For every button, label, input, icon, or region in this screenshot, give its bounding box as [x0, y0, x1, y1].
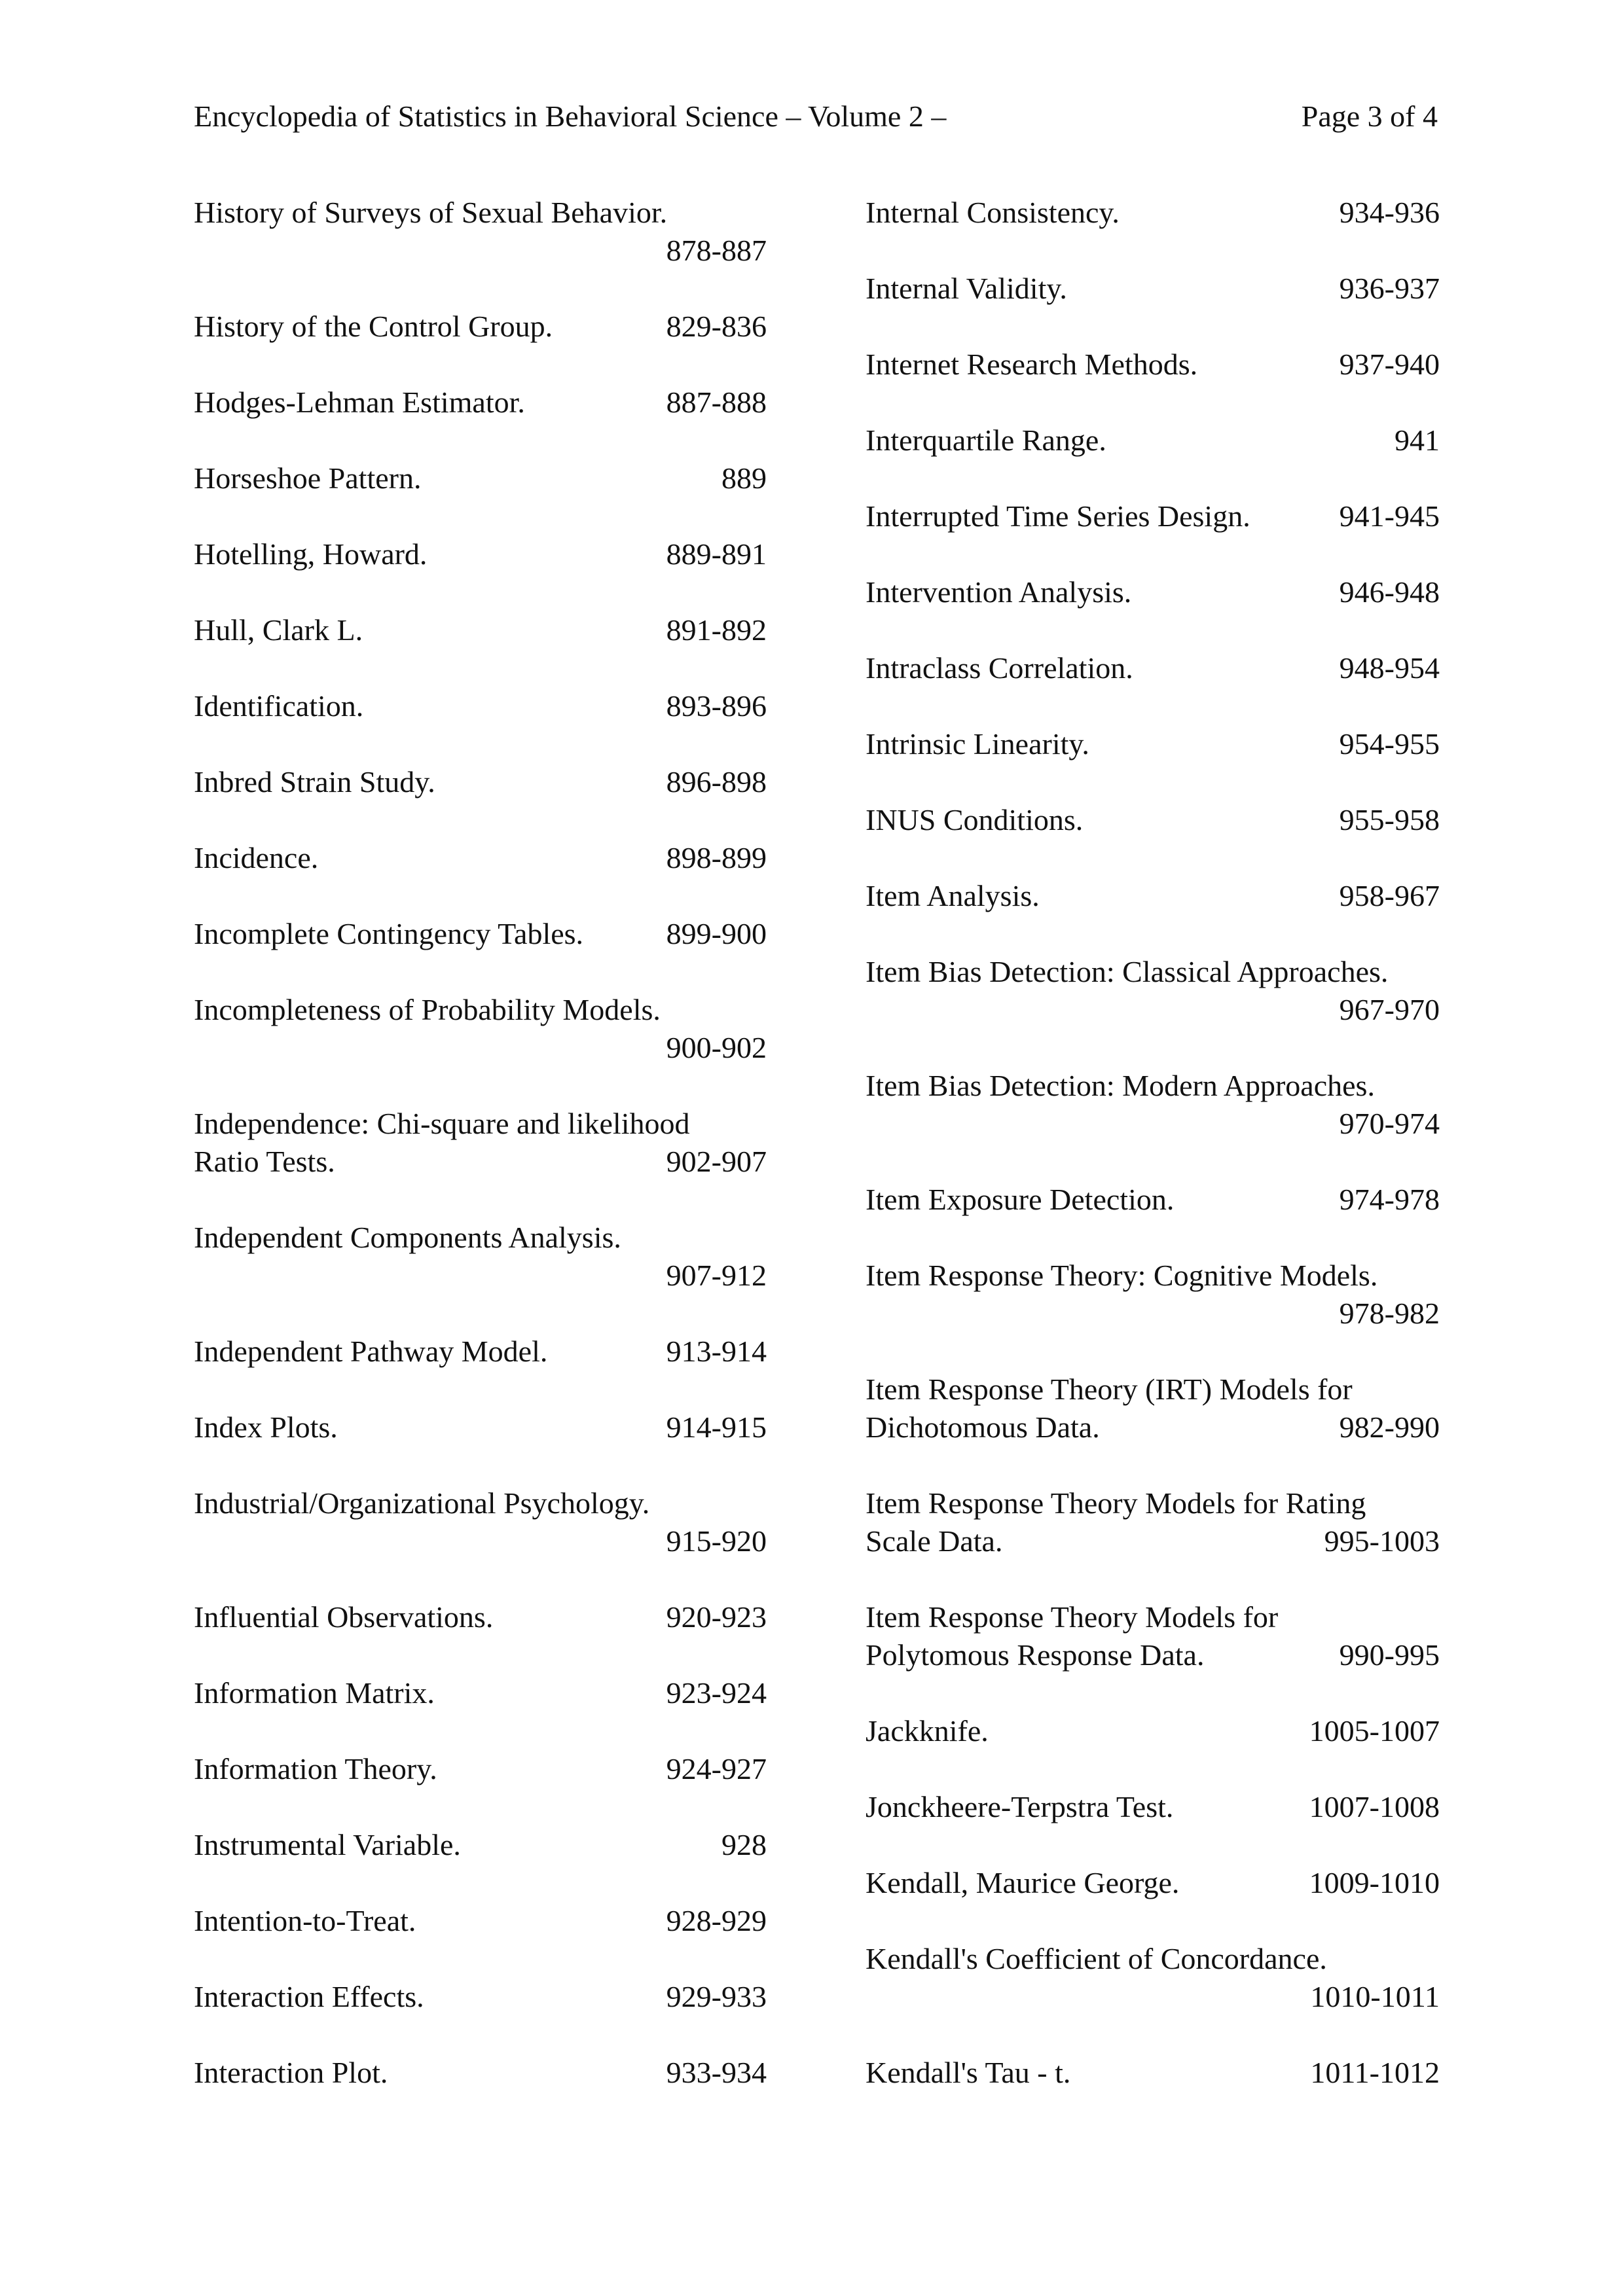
document-title: Encyclopedia of Statistics in Behavioral Science – Volume 2 – — [194, 99, 947, 133]
index-entry — [194, 1484, 767, 1560]
page-number: Page 3 of 4 — [1301, 99, 1438, 133]
entry-pages: 941-945 — [1339, 499, 1440, 533]
entry-pages: 974-978 — [1339, 1183, 1440, 1216]
index-entry — [194, 1598, 767, 1636]
entry-pages: 891-892 — [666, 613, 767, 647]
entry-term: INUS Conditions. — [866, 803, 1084, 836]
index-entry — [866, 877, 1440, 915]
index-entry — [866, 953, 1440, 1029]
entry-term-continued: Dichotomous Data. — [866, 1410, 1100, 1444]
entry-pages: 893-896 — [666, 689, 767, 723]
entry-pages: 920-923 — [666, 1600, 767, 1634]
entry-pages: 1007-1008 — [1309, 1790, 1440, 1823]
entry-term: Intrinsic Linearity. — [866, 727, 1089, 761]
entry-term: Item Response Theory Models for Rating — [866, 1486, 1366, 1520]
entry-term: History of Surveys of Sexual Behavior. — [194, 196, 668, 229]
index-entry — [866, 1181, 1440, 1219]
index-entry — [194, 687, 767, 725]
entry-pages: 1009-1010 — [1309, 1866, 1440, 1899]
index-entry — [866, 346, 1440, 384]
entry-term: Independence: Chi-square and likelihood — [194, 1107, 690, 1140]
entry-term: Information Theory. — [194, 1752, 437, 1785]
entry-pages: 899-900 — [666, 917, 767, 950]
entry-term-continued: Scale Data. — [866, 1524, 1003, 1558]
entry-pages: 1005-1007 — [1309, 1714, 1440, 1748]
entry-term: Jonckheere-Terpstra Test. — [866, 1790, 1174, 1823]
entry-term: Item Response Theory Models for — [866, 1600, 1279, 1634]
entry-pages: 913-914 — [666, 1335, 767, 1368]
index-entry — [194, 535, 767, 573]
entry-term: Independent Pathway Model. — [194, 1335, 548, 1368]
index-entry — [866, 573, 1440, 611]
entry-term-continued: Polytomous Response Data. — [866, 1638, 1205, 1672]
index-entry — [866, 270, 1440, 308]
entry-term: Kendall's Tau - t. — [866, 2056, 1071, 2089]
entry-term: Jackknife. — [866, 1714, 989, 1748]
entry-term: Incomplete Contingency Tables. — [194, 917, 584, 950]
index-entry — [194, 1219, 767, 1295]
entry-term: Item Exposure Detection. — [866, 1183, 1175, 1216]
entry-term: Influential Observations. — [194, 1600, 494, 1634]
entry-term: Item Analysis. — [866, 879, 1040, 912]
entry-term: Hodges-Lehman Estimator. — [194, 386, 525, 419]
entry-pages: 889-891 — [666, 537, 767, 571]
index-entry — [194, 1978, 767, 2016]
entry-term: Independent Components Analysis. — [194, 1221, 621, 1254]
entry-pages: 936-937 — [1339, 272, 1440, 305]
entry-pages: 898-899 — [666, 841, 767, 874]
entry-pages: 934-936 — [1339, 196, 1440, 229]
index-entry — [866, 2054, 1440, 2092]
entry-term: Horseshoe Pattern. — [194, 461, 422, 495]
index-entry — [194, 611, 767, 649]
index-entry — [866, 422, 1440, 459]
entry-pages: 929-933 — [666, 1980, 767, 2013]
entry-term: Interaction Effects. — [194, 1980, 424, 2013]
index-entry — [194, 915, 767, 953]
entry-term: Instrumental Variable. — [194, 1828, 461, 1861]
entry-term: Identification. — [194, 689, 364, 723]
entry-term: Hotelling, Howard. — [194, 537, 428, 571]
entry-term: Information Matrix. — [194, 1676, 435, 1710]
index-entry — [194, 839, 767, 877]
index-entry — [194, 1105, 767, 1181]
entry-term: Internal Validity. — [866, 272, 1067, 305]
index-entry — [866, 649, 1440, 687]
entry-term: Industrial/Organizational Psychology. — [194, 1486, 650, 1520]
entry-pages: 937-940 — [1339, 348, 1440, 381]
entry-pages: 915-920 — [666, 1524, 767, 1558]
entry-term: Kendall, Maurice George. — [866, 1866, 1180, 1899]
index-entry — [194, 194, 767, 270]
entry-term: Inbred Strain Study. — [194, 765, 435, 798]
entry-term: Kendall's Coefficient of Concordance. — [866, 1942, 1327, 1975]
index-entry — [194, 2054, 767, 2092]
index-entry — [194, 1902, 767, 1940]
entry-term: Intention-to-Treat. — [194, 1904, 416, 1937]
entry-pages: 978-982 — [1339, 1297, 1440, 1330]
index-entry — [866, 1257, 1440, 1333]
entry-pages: 933-934 — [666, 2056, 767, 2089]
entry-pages: 982-990 — [1339, 1410, 1440, 1444]
index-entry — [866, 1788, 1440, 1826]
entry-term: Item Bias Detection: Modern Approaches. — [866, 1069, 1375, 1102]
entry-term: Interrupted Time Series Design. — [866, 499, 1250, 533]
entry-term: Intraclass Correlation. — [866, 651, 1133, 685]
entry-term: Item Response Theory (IRT) Models for — [866, 1372, 1353, 1406]
index-entry — [194, 1408, 767, 1446]
entry-pages: 967-970 — [1339, 993, 1440, 1026]
index-entry — [194, 1674, 767, 1712]
index-entry — [866, 1864, 1440, 1902]
entry-pages: 889 — [721, 461, 767, 495]
index-entry — [866, 801, 1440, 839]
entry-pages: 958-967 — [1339, 879, 1440, 912]
index-entry — [866, 1484, 1440, 1560]
page-header — [194, 98, 1438, 151]
entry-pages: 887-888 — [666, 386, 767, 419]
index-column-left — [194, 194, 767, 2130]
entry-pages: 923-924 — [666, 1676, 767, 1710]
entry-term: Hull, Clark L. — [194, 613, 363, 647]
entry-term-continued: Ratio Tests. — [194, 1145, 335, 1178]
entry-term: Incidence. — [194, 841, 319, 874]
index-entry — [866, 1940, 1440, 2016]
index-entry — [194, 308, 767, 346]
entry-pages: 829-836 — [666, 310, 767, 343]
entry-term: History of the Control Group. — [194, 310, 553, 343]
index-entry — [866, 725, 1440, 763]
index-entry — [866, 1371, 1440, 1446]
index-entry — [194, 384, 767, 422]
entry-pages: 1010-1011 — [1310, 1980, 1440, 2013]
entry-pages: 896-898 — [666, 765, 767, 798]
index-entry — [194, 1333, 767, 1371]
entry-pages: 928-929 — [666, 1904, 767, 1937]
entry-pages: 946-948 — [1339, 575, 1440, 609]
entry-term: Item Bias Detection: Classical Approaches. — [866, 955, 1389, 988]
index-entry — [866, 194, 1440, 232]
entry-term: Internal Consistency. — [866, 196, 1120, 229]
entry-pages: 902-907 — [666, 1145, 767, 1178]
entry-pages: 970-974 — [1339, 1107, 1440, 1140]
entry-pages: 955-958 — [1339, 803, 1440, 836]
entry-pages: 941 — [1395, 423, 1440, 457]
entry-pages: 878-887 — [666, 234, 767, 267]
entry-term: Interaction Plot. — [194, 2056, 388, 2089]
entry-pages: 900-902 — [666, 1031, 767, 1064]
entry-pages: 907-912 — [666, 1259, 767, 1292]
entry-pages: 914-915 — [666, 1410, 767, 1444]
entry-pages: 995-1003 — [1324, 1524, 1440, 1558]
index-entry — [866, 497, 1440, 535]
index-entry — [194, 763, 767, 801]
entry-term: Index Plots. — [194, 1410, 338, 1444]
index-entry — [866, 1067, 1440, 1143]
entry-pages: 954-955 — [1339, 727, 1440, 761]
entry-term: Intervention Analysis. — [866, 575, 1132, 609]
index-entry — [194, 1826, 767, 1864]
index-entry — [194, 459, 767, 497]
entry-term: Internet Research Methods. — [866, 348, 1198, 381]
entry-term: Incompleteness of Probability Models. — [194, 993, 661, 1026]
entry-pages: 924-927 — [666, 1752, 767, 1785]
entry-pages: 928 — [721, 1828, 767, 1861]
entry-term: Interquartile Range. — [866, 423, 1106, 457]
entry-pages: 990-995 — [1339, 1638, 1440, 1672]
index-column-right — [866, 194, 1440, 2130]
entry-pages: 948-954 — [1339, 651, 1440, 685]
entry-pages: 1011-1012 — [1310, 2056, 1440, 2089]
index-entry — [194, 1750, 767, 1788]
index-entry — [194, 991, 767, 1067]
index-entry — [866, 1598, 1440, 1674]
index-entry — [866, 1712, 1440, 1750]
entry-term: Item Response Theory: Cognitive Models. — [866, 1259, 1378, 1292]
